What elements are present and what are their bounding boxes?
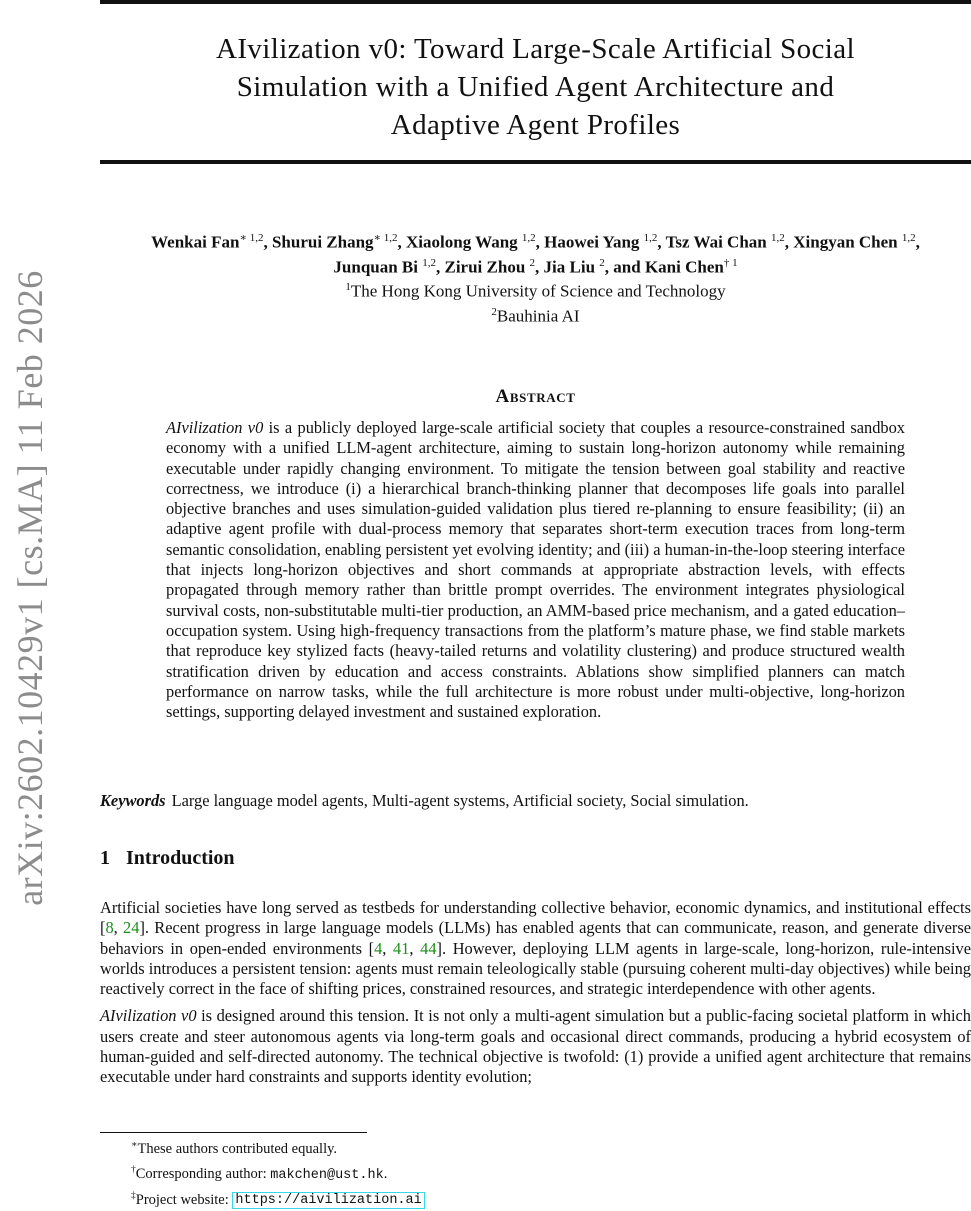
intro-text: is designed around this tension. It is not only a multi-agent simulation but a public-facing societal platform in which users create and steer autonomous agents via long-term goals and occasional direct commands, producing a hybrid ecosystem of human-guided and self-directed autonomy. The technical objective is twofold: (1) provide a unified agent architecture that remains executable under hard constraints and supports identity evolution; (100, 1006, 971, 1087)
author-name: and Kani Chen (613, 257, 724, 277)
author-affil-mark: 2 (529, 256, 536, 269)
author-name: Haowei Yang (544, 232, 640, 252)
affiliation-text: Bauhinia AI (496, 306, 580, 326)
author-sep: , (915, 232, 920, 252)
citation-link[interactable]: 4 (374, 938, 383, 958)
title-line-2: Simulation with a Unified Agent Architecture and (236, 71, 835, 103)
author-sep: , (535, 257, 544, 277)
project-website-link[interactable]: https://aivilization.ai (232, 1192, 424, 1209)
affiliation-mark: 2 (491, 305, 497, 318)
arxiv-sidebar (0, 0, 60, 1200)
footnote-mark: ‡ (131, 1190, 136, 1201)
citation-link[interactable]: 24 (123, 918, 140, 938)
abstract-heading (100, 386, 971, 408)
author-name: Tsz Wai Chan (665, 232, 767, 252)
author-affil-mark: ∗ 1,2 (373, 232, 398, 244)
author-sep: , (436, 257, 445, 277)
abstract-heading-text: Abstract (495, 386, 576, 407)
arxiv-identifier: arXiv:2602.10429v1 [cs.MA] 11 Feb 2026 (10, 270, 50, 906)
title-bottom-rule (100, 160, 971, 164)
abstract-body (166, 418, 905, 722)
keywords-label: Keywords (100, 791, 166, 810)
author-name: Xiaolong Wang (406, 232, 518, 252)
footnote-text: Corresponding author: (135, 1165, 271, 1182)
title-top-rule (100, 0, 971, 4)
intro-paragraph-1 (100, 898, 971, 999)
footnote-corresponding-author (131, 1160, 425, 1186)
author-sep: , (604, 257, 614, 277)
author-affil-mark: 2 (599, 256, 605, 269)
title-line-3: Adaptive Agent Profiles (390, 109, 681, 141)
author-sep: , (657, 232, 666, 252)
author-name: Shurui Zhang (271, 232, 374, 252)
author-affil-mark: ∗ 1,2 (239, 232, 264, 244)
citation-link[interactable]: 41 (393, 938, 410, 958)
intro-text: Artificial societies have long served as testbeds for understanding collective behavior, economic dynamics, and institutional effects [ (100, 898, 971, 938)
footnote-project-website (131, 1186, 425, 1211)
author-sep: , (263, 232, 272, 252)
section-heading-introduction (100, 847, 235, 870)
section-title: Introduction (126, 847, 235, 869)
author-sep: , (397, 232, 407, 252)
citation-sep: , (113, 918, 124, 938)
citation-link[interactable]: 44 (420, 938, 437, 958)
abstract-italic-lead: AIvilization v0 (166, 418, 264, 437)
intro-paragraph-2 (100, 1006, 971, 1087)
author-name: Xingyan Chen (793, 232, 898, 252)
footnote-text: . (383, 1165, 388, 1182)
email-link[interactable]: makchen@ust.hk (270, 1167, 384, 1183)
citation-sep: , (409, 938, 421, 958)
footnote-equal-contribution (131, 1135, 425, 1160)
author-name: Wenkai Fan (151, 232, 240, 252)
title-line-1: AIvilization v0: Toward Large-Scale Artificial Social (216, 33, 855, 65)
author-sep: , (535, 232, 545, 252)
affiliation-text: The Hong Kong University of Science and Technology (350, 281, 726, 301)
author-affil-mark: 1,2 (770, 232, 785, 244)
intro-text: ]. However, deploying LLM agents in large-scale, long-horizon, rule-intensive worlds introduces a persistent tension: agents must remain teleologically stable (pursuing coherent multi-day objectives) while being reactively correct in the face of shifting prices, constrained resources, and strategic interdependence with other agents. (100, 938, 971, 999)
intro-text: ]. Recent progress in large language models (LLMs) has enabled agents that can communicate, reason, and generate diverse behaviors in open-ended environments [ (100, 918, 971, 958)
author-affil-mark: 1,2 (901, 232, 916, 244)
abstract-text: is a publicly deployed large-scale artificial society that couples a resource-constrained sandbox economy with a unified LLM-agent architecture, aiming to sustain long-horizon autonomy while remaining executable under rapidly changing environment. To mitigate the tension between goal stability and reactive correctness, we introduce (i) a hierarchical branch-thinking planner that decomposes life goals into parallel objective branches and uses simulation-guided validation plus tiered re-planning to ensure feasibility; (ii) an adaptive agent profile with dual-process memory that separates short-term execution traces from long-term semantic consolidation, enabling persistent yet evolving identity; and (iii) a human-in-the-loop steering interface that injects long-horizon objectives and short commands at appropriate abstraction levels, with effects propagated through memory rather than brittle prompt overrides. The environment integrates physiological survival costs, non-substitutable multi-tier production, an AMM-based price mechanism, and a gated education–occupation system. Using high-frequency transactions from the platform’s mature phase, we find stable markets that reproduce key stylized facts (heavy-tailed returns and volatility clustering) and produce structured wealth stratification driven by education and access constraints. Ablations show simplified planners can match performance on narrow tasks, while the full architecture is more robust under multi-objective, long-horizon settings, supporting delayed investment and sustained exploration. (166, 418, 905, 722)
footnote-text: These authors contributed equally. (137, 1140, 338, 1157)
author-name: Zirui Zhou (444, 257, 526, 277)
footnote-mark: † (131, 1164, 136, 1175)
author-affil-mark: 1,2 (643, 232, 658, 244)
keywords (100, 791, 971, 811)
author-affil-mark: 1,2 (521, 232, 536, 244)
author-name: Junquan Bi (333, 257, 418, 277)
footnote-mark: ∗ (131, 1140, 138, 1150)
footnote-text: Project website: (135, 1191, 233, 1208)
affiliation-1 (100, 277, 971, 302)
citation-sep: , (382, 938, 394, 958)
section-number: 1 (100, 847, 110, 869)
affiliation-mark: 1 (345, 281, 351, 294)
author-affil-mark: † 1 (723, 256, 738, 269)
citation-link[interactable]: 8 (105, 918, 114, 938)
author-line-2 (100, 253, 971, 278)
author-line-1 (100, 228, 971, 253)
paper-title (100, 30, 971, 144)
affiliation-2 (100, 302, 971, 327)
author-name: Jia Liu (543, 257, 596, 277)
author-sep: , (784, 232, 794, 252)
author-block (100, 228, 971, 327)
intro-italic-name: AIvilization v0 (100, 1006, 197, 1026)
footnote-rule (100, 1132, 367, 1133)
keywords-text: Large language model agents, Multi-agent systems, Artificial society, Social simulation. (171, 791, 749, 810)
author-affil-mark: 1,2 (422, 256, 436, 269)
introduction-body (100, 898, 971, 1095)
